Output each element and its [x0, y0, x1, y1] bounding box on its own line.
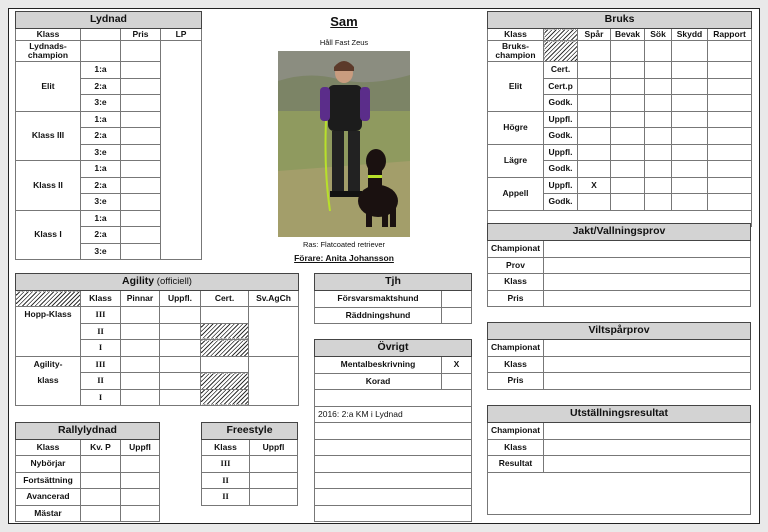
agility-table: [15, 273, 299, 406]
rally-col-uppfl: Uppfl: [121, 440, 160, 456]
lydnad-pris-cell[interactable]: [121, 243, 161, 260]
jakt-row-label: Pris: [488, 290, 544, 307]
dog-handler: Förare: Anita Johansson: [294, 253, 394, 263]
vilt-title: Viltspårprov: [488, 323, 751, 340]
ovrigt-table-block: [314, 339, 472, 522]
dog-profile: [201, 9, 487, 271]
bruks-row-label: Godk.: [544, 95, 578, 112]
agility-level: II: [81, 323, 121, 340]
lydnad-place: 1:a: [81, 111, 121, 128]
vilt-row-label: Championat: [488, 340, 544, 357]
vilt-table-block: [487, 322, 751, 390]
vilt-row-label: Pris: [488, 373, 544, 390]
agility-col-uppfl: Uppfl.: [160, 291, 201, 307]
bruks-col-skydd: Skydd: [672, 29, 708, 41]
bruks-col-sok: Sök: [645, 29, 672, 41]
lydnad-pris-cell[interactable]: [121, 210, 161, 227]
rally-col-klass: Klass: [16, 440, 81, 456]
lydnad-place: 3:e: [81, 194, 121, 211]
agility-col-klass: Klass: [81, 291, 121, 307]
utst-row-label: Championat: [488, 423, 544, 440]
agility-col-pinnar: Pinnar: [121, 291, 160, 307]
lydnad-place: 2:a: [81, 128, 121, 145]
lydnad-place: 1:a: [81, 161, 121, 178]
rally-title: Rallylydnad: [16, 423, 160, 440]
utst-title: Utställningsresultat: [488, 406, 751, 423]
lydnad-pris-cell[interactable]: [121, 128, 161, 145]
rally-row-label: Mästar: [16, 505, 81, 522]
agility-level: III: [81, 307, 121, 324]
freestyle-col-klass: Klass: [202, 440, 250, 456]
lydnad-col-klass: Klass: [16, 29, 81, 41]
lydnad-pris-cell[interactable]: [121, 62, 161, 79]
tjh-table: [314, 273, 472, 324]
bruks-col-bevak: Bevak: [611, 29, 645, 41]
lydnad-title: Lydnad: [16, 12, 202, 29]
lydnad-place: 3:e: [81, 95, 121, 112]
bruks-hogre: Högre: [488, 111, 544, 144]
bruks-row-label: Cert.: [544, 62, 578, 79]
utst-row-label: Resultat: [488, 456, 544, 473]
ovrigt-mental-label: Mentalbeskrivning: [315, 357, 442, 374]
tjh-row-label: Försvarsmaktshund: [315, 291, 442, 308]
vilt-table: [487, 322, 751, 390]
bruks-row-label: Uppfl.: [544, 144, 578, 161]
agility-col-svagch: Sv.AgCh: [249, 291, 299, 307]
rally-row-label: Nybörjar: [16, 456, 81, 473]
lydnad-pris-cell[interactable]: [121, 194, 161, 211]
jakt-row-label: Prov: [488, 257, 544, 274]
tjh-row-label: Räddningshund: [315, 307, 442, 324]
bruks-lagre: Lägre: [488, 144, 544, 177]
bruks-elit: Elit: [488, 62, 544, 112]
freestyle-col-uppfl: Uppfl: [250, 440, 298, 456]
agility-level: II: [81, 373, 121, 390]
lydnad-place: 2:a: [81, 177, 121, 194]
rally-table: [15, 422, 160, 522]
jakt-title: Jakt/Vallningsprov: [488, 224, 751, 241]
bruks-row-label: Godk.: [544, 128, 578, 145]
bruks-col-rapport: Rapport: [708, 29, 752, 41]
dog-breed: Ras: Flatcoated retriever: [302, 240, 386, 249]
lydnad-champion-label: Lydnads- champion: [16, 41, 81, 62]
bruks-row-label: Uppfl.: [544, 111, 578, 128]
rally-table-block: [15, 422, 160, 522]
lydnad-pris-cell[interactable]: [121, 177, 161, 194]
freestyle-row-label: III: [202, 456, 250, 473]
bruks-row-label: Godk.: [544, 194, 578, 211]
rally-col-kvp: Kv. P: [81, 440, 121, 456]
vilt-row-label: Klass: [488, 356, 544, 373]
dog-photo: [278, 51, 410, 237]
lydnad-class-2: Klass II: [16, 161, 81, 211]
jakt-row-label: Championat: [488, 241, 544, 258]
lydnad-place: 3:e: [81, 243, 121, 260]
agility-level: I: [81, 340, 121, 357]
lydnad-class-3: Klass III: [16, 111, 81, 161]
bruks-champion-label: Bruks- champion: [488, 41, 544, 62]
lydnad-place: 2:a: [81, 227, 121, 244]
rally-row-label: Fortsättning: [16, 472, 81, 489]
lydnad-col-pris: Pris: [121, 29, 161, 41]
lydnad-place: 1:a: [81, 210, 121, 227]
lydnad-col-lp: LP: [161, 29, 202, 41]
jakt-table-block: [487, 223, 751, 307]
ovrigt-korad-label: Korad: [315, 373, 442, 390]
agility-klass-line1: Agility-: [16, 356, 81, 373]
tjh-table-block: [314, 273, 472, 324]
lydnad-pris-cell[interactable]: [121, 111, 161, 128]
freestyle-table: [201, 422, 298, 506]
rally-row-label: Avancerad: [16, 489, 81, 506]
bruks-row-label: Uppfl.: [544, 177, 578, 194]
lydnad-table: [15, 11, 202, 260]
jakt-row-label: Klass: [488, 274, 544, 291]
lydnad-pris-cell[interactable]: [121, 227, 161, 244]
agility-level: I: [81, 389, 121, 406]
lydnad-class-elit: Elit: [16, 62, 81, 112]
lydnad-class-1: Klass I: [16, 210, 81, 260]
bruks-row-label: Godk.: [544, 161, 578, 178]
agility-title: Agility (officiell): [16, 274, 299, 291]
ovrigt-table: [314, 339, 472, 522]
dog-call-name: Sam: [330, 14, 358, 29]
bruks-table-block: [487, 11, 751, 227]
lydnad-lp-cell[interactable]: [161, 41, 202, 260]
bruks-table: [487, 11, 752, 227]
lydnad-pris-cell[interactable]: [121, 78, 161, 95]
lydnad-pris-cell[interactable]: [121, 95, 161, 112]
lydnad-table-block: [15, 11, 201, 260]
lydnad-pris-cell[interactable]: [121, 144, 161, 161]
jakt-table: [487, 223, 751, 307]
utst-row-label: Klass: [488, 439, 544, 456]
bruks-col-spar: Spår: [578, 29, 611, 41]
freestyle-row-label: II: [202, 489, 250, 506]
freestyle-table-block: [201, 422, 298, 506]
agility-table-block: [15, 273, 298, 406]
agility-col-cert: Cert.: [201, 291, 249, 307]
bruks-appell-spar-mark: X: [578, 177, 611, 194]
bruks-title: Bruks: [488, 12, 752, 29]
lydnad-place: 2:a: [81, 78, 121, 95]
ovrigt-title: Övrigt: [315, 340, 472, 357]
utst-table: [487, 405, 751, 515]
agility-level: III: [81, 356, 121, 373]
freestyle-title: Freestyle: [202, 423, 298, 440]
ovrigt-mental-mark: X: [442, 357, 472, 374]
lydnad-pris-cell[interactable]: [121, 161, 161, 178]
bruks-row-label: Cert.p: [544, 78, 578, 95]
bruks-col-klass: Klass: [488, 29, 544, 41]
lydnad-place: 3:e: [81, 144, 121, 161]
ovrigt-note: 2016: 2:a KM i Lydnad: [315, 406, 472, 423]
lydnad-place: 1:a: [81, 62, 121, 79]
agility-hopp-klass: Hopp-Klass: [16, 307, 81, 357]
bruks-appell: Appell: [488, 177, 544, 210]
freestyle-row-label: II: [202, 472, 250, 489]
registration-sheet: [8, 8, 760, 524]
utst-table-block: [487, 405, 751, 515]
tjh-title: Tjh: [315, 274, 472, 291]
agility-klass-line2: klass: [16, 373, 81, 390]
dog-registered-name: Håll Fast Zeus: [319, 38, 369, 47]
